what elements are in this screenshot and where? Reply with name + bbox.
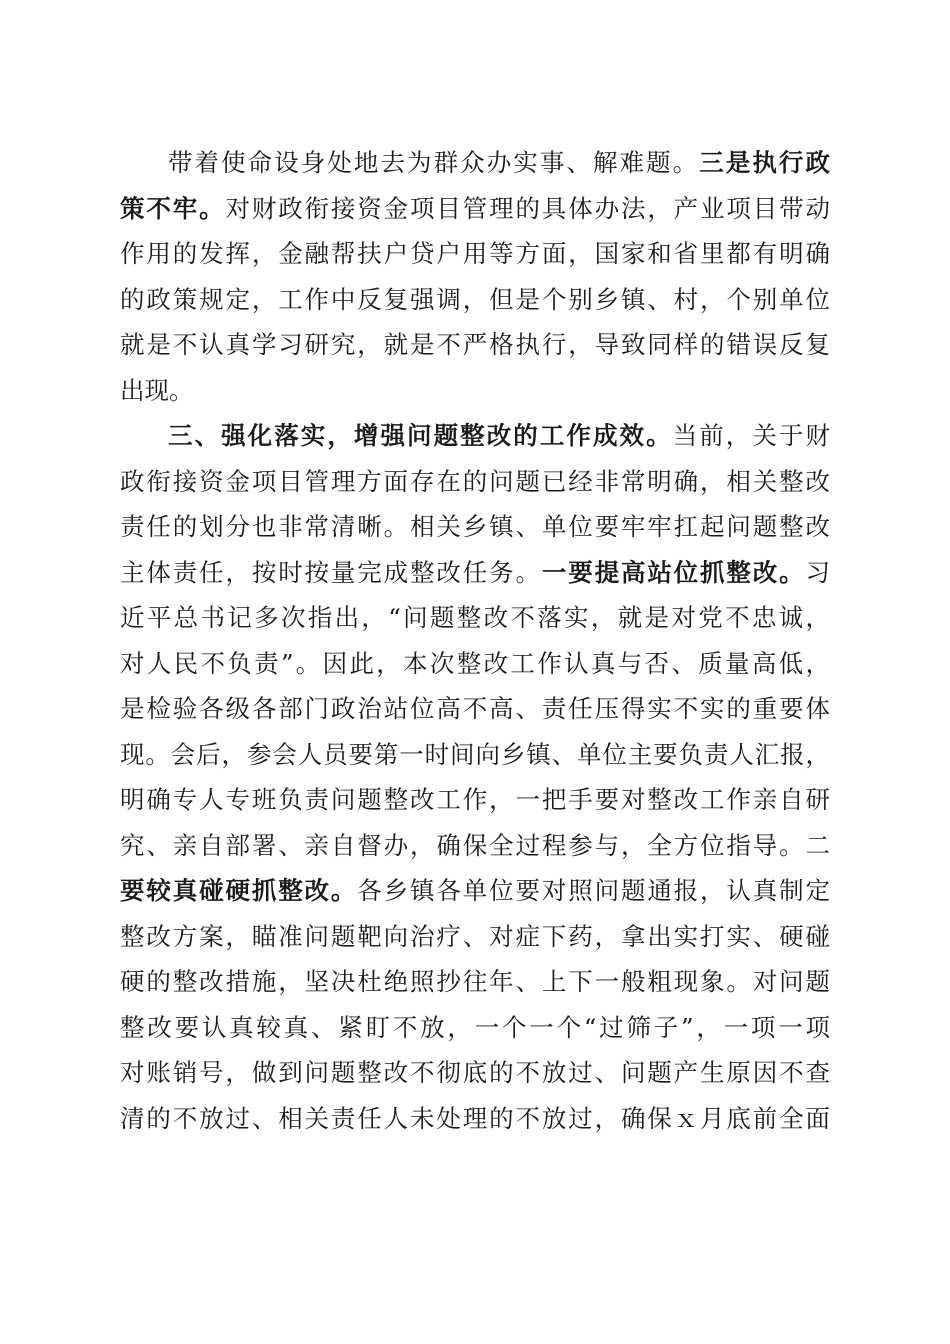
- text-line: [120, 368, 830, 414]
- text-line: [120, 231, 830, 277]
- text-segment: 就是不认真学习研究，就是不严格执行，导致同样的错误反复: [120, 330, 830, 359]
- text-segment: 是检验各级各部门政治站位高不高、责任压得实不实的重要体: [120, 694, 830, 723]
- bold-text-segment: 要较真碰硬抓整改。: [120, 876, 358, 905]
- text-line: [120, 959, 830, 1005]
- text-segment: 对人民不负责”。因此，本次整改工作认真与否、质量高低，: [120, 648, 830, 678]
- text-segment: 政衔接资金项目管理方面存在的问题已经非常明确，相关整改: [120, 466, 830, 496]
- text-line: [120, 413, 830, 459]
- text-line: [120, 277, 830, 323]
- text-line: [120, 1050, 830, 1096]
- text-segment: 整改要认真较真、紧盯不放，一个一个“过筛子”，一项一项: [120, 1012, 830, 1042]
- text-line: [120, 459, 830, 505]
- text-segment: 责任的划分也非常清晰。相关乡镇、单位要牢牢扛起问题整改: [120, 512, 830, 541]
- text-line: [120, 868, 830, 914]
- text-line: [120, 140, 830, 186]
- bold-text-segment: 三是执行政: [699, 148, 830, 177]
- bold-text-segment: 一要提高站位抓整改。: [541, 557, 806, 587]
- bold-text-segment: 三、强化落实，增强问题整改的工作成效。: [168, 421, 673, 450]
- text-segment: 出现。: [120, 375, 194, 405]
- text-segment: 当前，关于财: [672, 421, 830, 450]
- text-line: [120, 550, 830, 596]
- text-line: [120, 686, 830, 732]
- text-line: [120, 914, 830, 960]
- text-line: [120, 641, 830, 687]
- text-segment: 现。会后，参会人员要第一时间向乡镇、单位主要负责人汇报，: [120, 739, 830, 769]
- text-segment: 习: [805, 557, 831, 587]
- text-line: [120, 1005, 830, 1051]
- text-segment: 对账销号，做到问题整改不彻底的不放过、问题产生原因不查: [120, 1058, 830, 1087]
- text-line: [120, 186, 830, 232]
- document-page: [120, 140, 830, 1141]
- text-segment: 对财政衔接资金项目管理的具体办法，产业项目带动: [225, 193, 831, 223]
- text-segment: 清的不放过、相关责任人未处理的不放过，确保ｘ月底前全面: [120, 1103, 830, 1133]
- text-segment: 主体责任，按时按量完成整改任务。: [120, 557, 542, 587]
- text-segment: 硬的整改措施，坚决杜绝照抄往年、上下一般粗现象。对问题: [120, 967, 830, 996]
- text-line: [120, 322, 830, 368]
- text-segment: 带着使命设身处地去为群众办实事、解难题。: [168, 148, 700, 177]
- text-line: [120, 732, 830, 778]
- text-segment: 作用的发挥，金融帮扶户贷户用等方面，国家和省里都有明确: [120, 239, 830, 268]
- text-segment: 的政策规定，工作中反复强调，但是个别乡镇、村，个别单位: [120, 284, 830, 314]
- text-segment: 整改方案，瞄准问题靶向治疗、对症下药，拿出实打实、硬碰: [120, 921, 830, 951]
- text-line: [120, 777, 830, 823]
- text-segment: 究、亲自部署、亲自督办，确保全过程参与，全方位指导。二: [120, 830, 830, 860]
- text-segment: 明确专人专班负责问题整改工作，一把手要对整改工作亲自研: [120, 785, 830, 814]
- text-segment: 近平总书记多次指出，“问题整改不落实，就是对党不忠诚，: [120, 603, 830, 632]
- text-line: [120, 504, 830, 550]
- text-line: [120, 595, 830, 641]
- text-segment: 各乡镇各单位要对照问题通报，认真制定: [357, 876, 831, 905]
- text-line: [120, 823, 830, 869]
- text-line: [120, 1096, 830, 1142]
- bold-text-segment: 策不牢。: [120, 193, 226, 223]
